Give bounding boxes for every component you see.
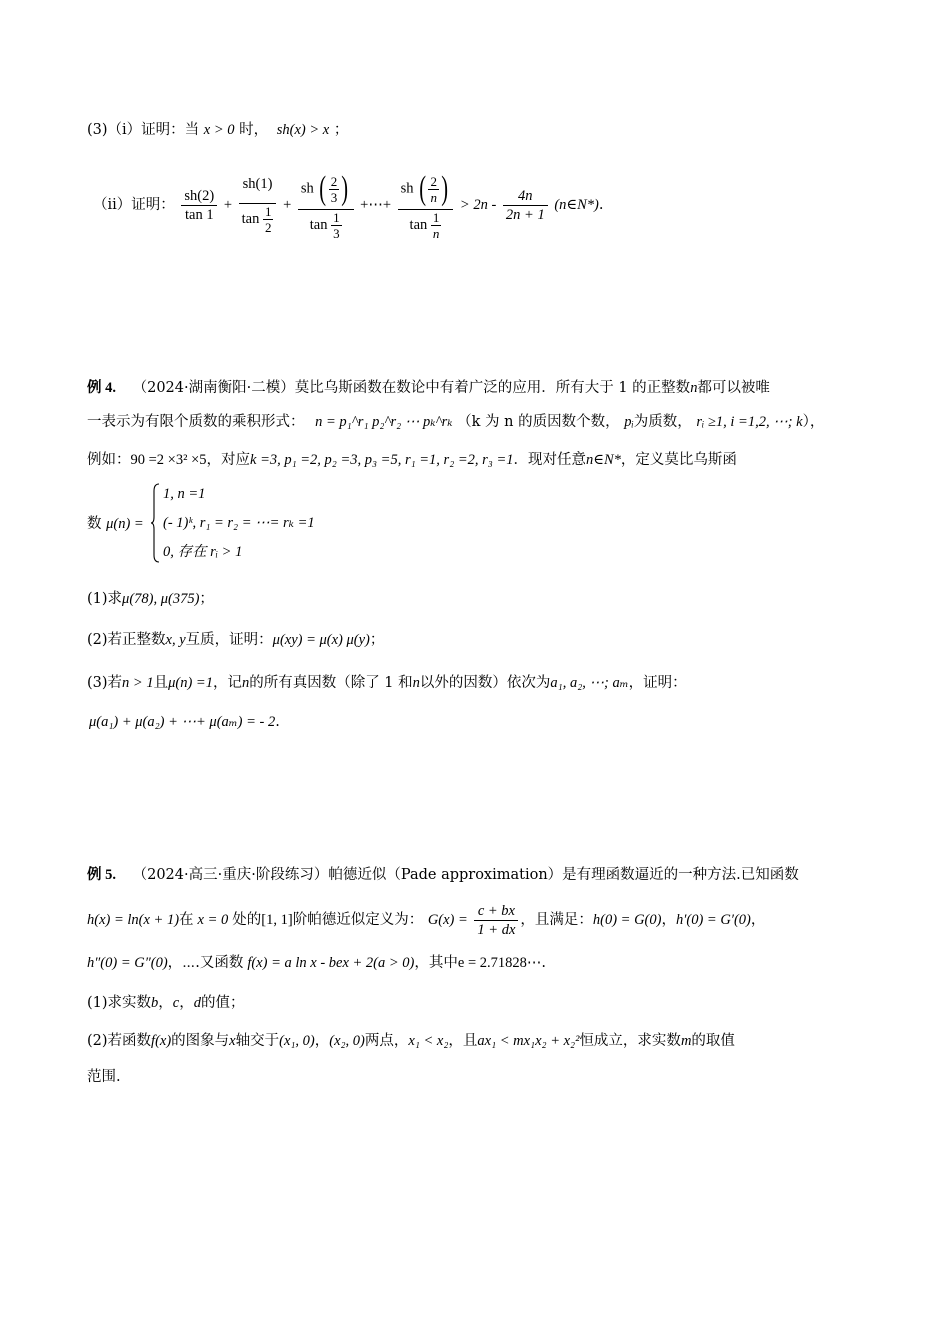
ex4-q3-end: ，证明： — [628, 675, 687, 691]
ex4-q2-vars: x, y — [165, 632, 186, 648]
term-3-num-frac-den: 3 — [330, 189, 338, 205]
part3-i-expression: sh(x) > x — [276, 122, 330, 138]
ex4-intro-2b: （k 为 n 的质因数个数， — [457, 414, 620, 430]
rhs-fraction — [503, 187, 548, 224]
ex5-q2-ineq2: ax₁ < mx₁x₂ + x₂² — [477, 1033, 580, 1049]
term-2-den-frac — [263, 204, 274, 235]
ex5-f-def: f(x) = a ln x - bex + 2(a > 0) — [247, 955, 415, 971]
ex4-factorization: n = p₁^r₁ p₂^r₂ ⋯ pₖ^rₖ — [315, 414, 453, 430]
ex5-var-c: c — [172, 995, 180, 1011]
ex5-cont: ，⋯.又函数 — [167, 955, 244, 971]
term-2-den-frac-num: 1 — [264, 204, 272, 219]
case-2: (- 1)ᵏ, r₁ = r₂ = ⋯= rₖ =1 — [163, 515, 315, 531]
ex5-at: 在 — [179, 912, 194, 928]
ex5-G-num: c + bx — [474, 902, 518, 921]
ex5-var-b: b — [151, 995, 159, 1011]
ex4-pi: pᵢ — [624, 414, 634, 430]
ex5-cond1: h(0) = G(0) — [592, 912, 662, 928]
ex5-q2-f2: 恒成立，求实数 — [579, 1033, 681, 1049]
ex4-q3-and: 且 — [153, 675, 169, 691]
ex4-q2 — [87, 629, 870, 651]
part3-i-end: ； — [333, 122, 349, 138]
ex4-q3-n2: n — [412, 675, 420, 691]
ex4-intro-2d: ）， — [802, 414, 825, 430]
part3-ii-prefix: （ii）证明： — [93, 197, 175, 213]
term-n-num-fn: sh — [400, 180, 414, 197]
ex5-G-den: 1 + dx — [477, 921, 516, 938]
ex5-G-lhs: G(x) = — [427, 912, 468, 928]
ex4-example-d: ，定义莫比乌斯函 — [620, 452, 737, 468]
ex5-q2-ineq1: x₁ < x₂ — [408, 1033, 449, 1049]
term-3-den-frac-den: 3 — [333, 226, 340, 241]
ex5-q2-g: 的取值 — [691, 1033, 735, 1049]
n-condition: (n∈N*) — [554, 197, 599, 213]
rhs-frac-num: 4n — [503, 187, 548, 206]
ex4-q3-cond1: n > 1 — [122, 675, 154, 691]
term-n-num-frac-den: n — [430, 189, 437, 205]
ex4-q3 — [87, 672, 870, 694]
ex4-q2-label: (2)若正整数 — [87, 632, 166, 648]
ex5-at-end: 处的 — [232, 912, 262, 928]
ex5-q1-end: 的值； — [200, 995, 245, 1011]
ex5-q2-c: 轴交于 — [235, 1033, 280, 1049]
ex4-q3-mid3: 以外的因数）依次为 — [419, 675, 551, 691]
term-n-den-frac-num: 1 — [432, 210, 440, 225]
cases-brace — [150, 483, 160, 563]
part3-i-prefix: (3)（i）证明：当 — [87, 122, 200, 138]
ex4-def-fn: μ(n) = — [106, 516, 144, 532]
plus-dots: +⋯+ — [360, 197, 392, 213]
ex5-sep-1: ， — [661, 912, 676, 928]
ex5-q2-m: m — [680, 1033, 692, 1049]
ex4-line-3 — [87, 449, 870, 471]
ex4-q3-formula — [87, 711, 870, 733]
ex4-example-cond: n∈N* — [586, 452, 621, 468]
ex5-q2-p1: (x₁, 0) — [279, 1033, 315, 1049]
ex4-q1-label: (1)求 — [87, 591, 123, 607]
ex4-example-c: ．现对任意 — [513, 452, 586, 468]
ex4-q3-n: n — [241, 675, 250, 691]
part3-i-line — [87, 119, 870, 141]
ex5-q2-h: 范围. — [87, 1069, 121, 1085]
case-3: 0, 存在 rᵢ > 1 — [163, 544, 243, 560]
ex5-q2-x: x — [229, 1033, 236, 1049]
part3-i-mid: 时， — [239, 122, 269, 138]
ex4-q3-mid: ，记 — [212, 675, 242, 691]
ex5-e-val: e = 2.71828⋯ — [457, 955, 542, 971]
term-n-num-frac-num: 2 — [430, 173, 437, 189]
term-2 — [239, 175, 277, 235]
ex4-n-var: n — [690, 380, 698, 396]
ex5-line-1 — [87, 864, 870, 886]
ex4-example-a: 例如： — [87, 452, 131, 468]
ex5-where-end: . — [541, 955, 546, 971]
part3-i-condition: x > 0 — [203, 122, 235, 138]
ex4-q3-mid2: 的所有真因数（除了 1 和 — [249, 675, 413, 691]
ex5-pade-label: 阶帕德近似定义为： — [292, 912, 424, 928]
ex5-q2: (2)若函数f(x)的图象与x轴交于(x₁, 0)，(x₂, 0)两点，x₁ < x₂，且ax₁ < mx₁x₂ + x₂²恒成立，求实数m的取值 — [87, 1033, 735, 1049]
ex5-cond3: h″(0) = G″(0) — [87, 955, 168, 971]
plus-1: + — [223, 197, 232, 213]
ex4-ri: rᵢ ≥1, i =1,2, ⋯; k — [696, 414, 803, 430]
ex4-q1 — [87, 588, 870, 610]
ex5-var-d: d — [193, 995, 201, 1011]
term-3-den-fn: tan — [309, 216, 328, 233]
plus-2: + — [283, 197, 292, 213]
ex5-q2-b: 的图象与 — [171, 1033, 230, 1049]
term-2-num: sh(1) — [239, 175, 277, 204]
ex5-q1-label: (1)求实数 — [87, 995, 152, 1011]
term-n-num-frac — [428, 174, 439, 205]
greater-than-2n: > 2n - — [459, 197, 497, 213]
ex5-h-def: h(x) = ln(x + 1) — [87, 912, 180, 928]
ex5-line-3 — [87, 952, 870, 974]
term-2-den-fn: tan — [241, 210, 260, 227]
ex4-source: （2024·湖南衡阳·二模） — [132, 380, 295, 396]
term-1-num: sh(2) — [181, 187, 217, 206]
case-1: 1, n =1 — [163, 486, 206, 502]
part3-ii-end: . — [598, 197, 604, 213]
ex4-q3-cond2: μ(n) =1 — [168, 675, 213, 691]
ex4-def-label: 数 — [87, 516, 102, 532]
ex4-intro-2a: 一表示为有限个质数的乘积形式： — [87, 414, 305, 430]
term-3-num-fn: sh — [300, 180, 314, 197]
ex5-q2-d: 两点， — [364, 1033, 409, 1049]
term-3-den-frac-num: 1 — [333, 210, 340, 225]
ex4-label: 例 4. — [87, 380, 116, 396]
ex4-intro-2c: 为质数， — [633, 414, 692, 430]
ex5-x0: x = 0 — [197, 912, 229, 928]
ex4-q3-seq: a₁, a₂, ⋯; aₘ — [550, 675, 629, 691]
term-n-den-fn: tan — [409, 216, 428, 233]
term-1 — [181, 187, 217, 224]
ex4-q1-expr: μ(78), μ(375) — [122, 591, 200, 607]
ex5-where: ，其中 — [414, 955, 458, 971]
ex4-intro-1: 莫比乌斯函数在数论中有着广泛的应用．所有大于 1 的正整数 — [294, 380, 691, 396]
ex5-sep-2: ， — [750, 912, 766, 928]
ex4-line-2 — [87, 411, 870, 433]
ex5-cond2: h′(0) = G′(0) — [675, 912, 751, 928]
term-2-den-frac-den: 2 — [264, 220, 272, 235]
ex5-q2-cont — [87, 1066, 870, 1088]
ex4-q3-final: . — [275, 714, 280, 730]
term-3-num-frac — [329, 174, 340, 205]
ex5-q2-e: ，且 — [448, 1033, 478, 1049]
term-3: sh ( $\frac{2}{3}$ ) tan $\frac{1}{3}$ — [298, 169, 354, 241]
ex5-order: [1, 1] — [261, 912, 293, 928]
ex4-example-eq: 90 =2 ×3² ×5 — [130, 452, 207, 468]
term-n-den-frac-den: n — [432, 226, 440, 241]
ex5-label: 例 5. — [87, 867, 116, 883]
ex5-q1: (1)求实数b，c，d的值； — [87, 995, 245, 1011]
ex5-line-2 — [87, 900, 870, 940]
ex4-example-b: ，对应 — [206, 452, 251, 468]
ex5-cond-label: ，且满足： — [520, 912, 593, 928]
ex5-G-fraction — [474, 902, 518, 939]
term-3-den-frac — [331, 210, 342, 241]
cases-block — [163, 480, 315, 567]
term-n: sh ( $\frac{2}{n}$ ) tan $\frac{1}{n}$ — [398, 169, 454, 241]
ex5-q2-f: f(x) — [151, 1033, 172, 1049]
ex4-q2-expr: μ(xy) = μ(x) μ(y) — [272, 632, 370, 648]
ex4-q3-label: (3)若 — [87, 675, 123, 691]
ex4-example-vals: k =3, p₁ =2, p₂ =3, p₃ =5, r₁ =1, r₂ =2, r₃ =1 — [250, 452, 514, 468]
ex5-source: （2024·高三·重庆·阶段练习） — [132, 867, 329, 883]
term-1-den: tan 1 — [185, 206, 214, 223]
ex5-intro-1: 帕德近似（Pade approximation）是有理函数逼近的一种方法.已知函数 — [328, 867, 799, 883]
term-3-num-frac-num: 2 — [330, 173, 338, 189]
ex4-q3-expr: μ(a₁) + μ(a₂) + ⋯+ μ(aₘ) = - 2 — [89, 714, 276, 730]
ex4-intro-1-end: 都可以被唯 — [697, 380, 770, 396]
ex4-line-1 — [87, 377, 870, 399]
ex4-q2-end: ； — [369, 632, 385, 648]
ex4-q1-end: ； — [199, 591, 214, 607]
part3-ii-line — [87, 160, 870, 250]
rhs-frac-den: 2n + 1 — [505, 206, 545, 223]
ex5-q2-a: (2)若函数 — [87, 1033, 152, 1049]
term-n-den-frac — [431, 210, 442, 241]
ex4-q2-mid: 互质，证明： — [185, 632, 273, 648]
ex5-q2-p2: (x₂, 0) — [329, 1033, 365, 1049]
